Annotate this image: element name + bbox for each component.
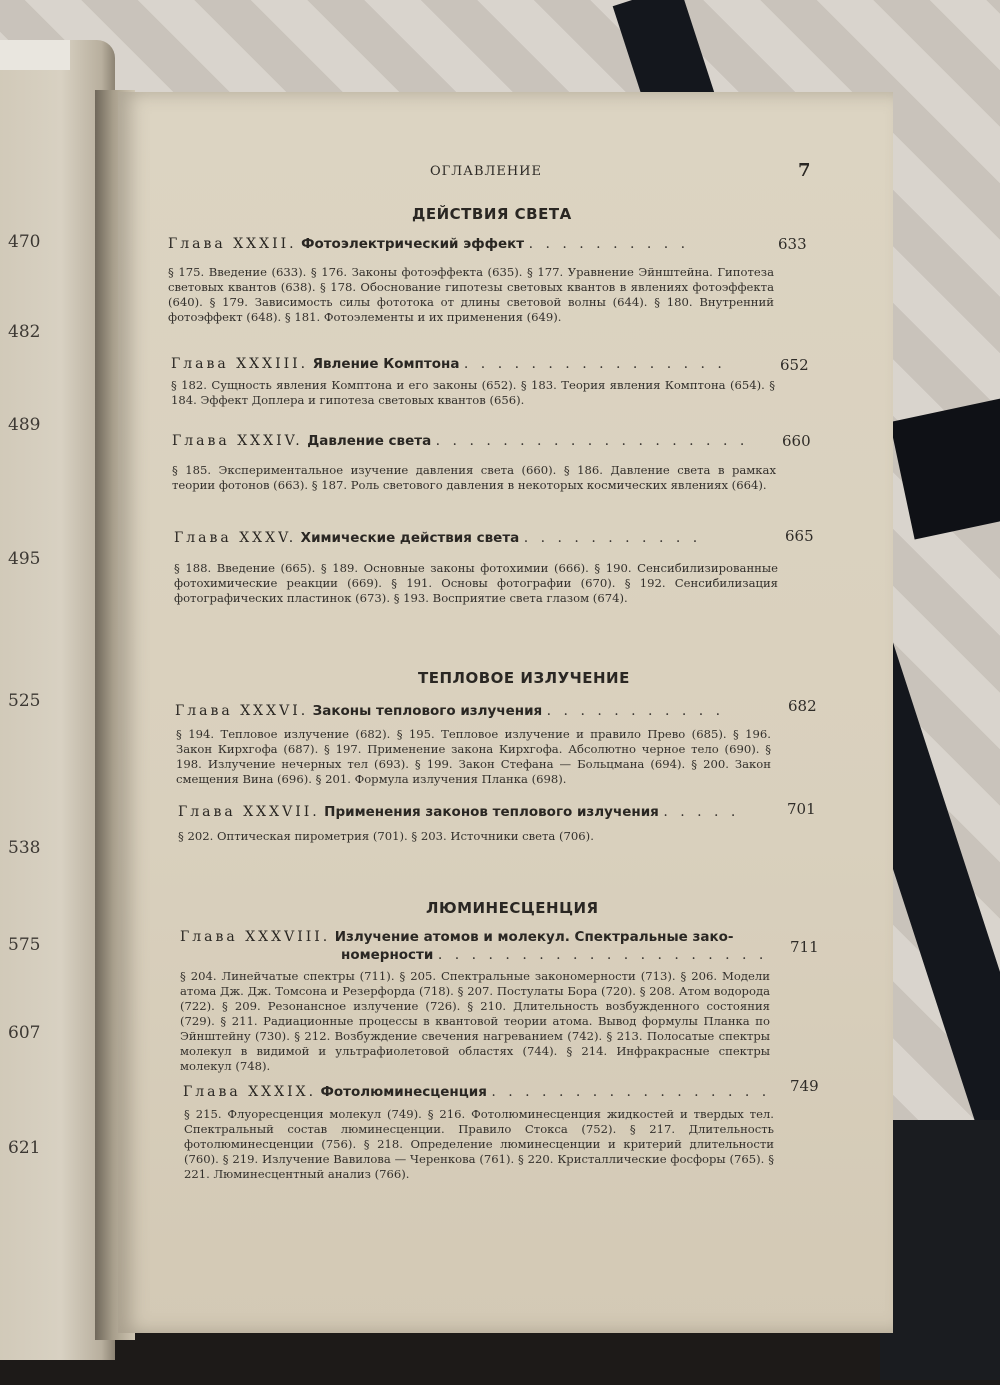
chapter-contents: § 215. Флуоресценция молекул (749). § 216. Фотолюминесценция жидкостей и твердых тел. Спектральный состав люминесценции. Правило Стокса (752). § 217. Длительность фотолюминесценции (756). § 218. Определение люминесценции и критерий длительности (760). § 219. Излучение Вавилова — Черенкова (761). § 220. Кристаллические фосфоры (765). § 221. Люминесцентный анализ (766).: [184, 1107, 774, 1181]
chapter-entry: Глава XXXII. Фотоэлектрический эффект . . . . . . . . . .: [168, 236, 690, 252]
chapter-label: Глава XXXVIII.: [180, 929, 331, 945]
chapter-entry: Глава XXXIX. Фотолюминесценция . . . . . . . . . . . . . . . . .: [183, 1084, 771, 1100]
chapter-contents: § 194. Тепловое излучение (682). § 195. Тепловое излучение и правило Прево (685). § 196. Закон Кирхгофа (687). § 197. Применение закона Кирхгофа. Абсолютно черное тело (690). § 198. Излучение нечерных тел (693). § 199. Закон Стефана — Больцмана (694). § 200. Закон смещения Вина (696). § 201. Формула излучения Планка (698).: [176, 727, 771, 786]
left-page-number: 525: [8, 691, 41, 711]
chapter-title: Явление Комптона: [312, 356, 460, 372]
section-title: ТЕПЛОВОЕ ИЗЛУЧЕНИЕ: [418, 669, 630, 687]
chapter-page: 711: [790, 938, 819, 956]
chapter-contents: § 185. Экспериментальное изучение давления света (660). § 186. Давление света в рамках теории фотонов (663). § 187. Роль светового давления в некоторых космических явлениях (664).: [172, 463, 776, 492]
chapter-contents: § 204. Линейчатые спектры (711). § 205. Спектральные закономерности (713). § 206. Модели атома Дж. Дж. Томсона и Резерфорда (718). § 207. Постулаты Бора (720). § 208. Атом водорода (722). § 209. Резонансное излучение (726). § 210. Длительность возбужденного состояния (729). § 211. Радиационные процессы в квантовой теории атома. Вывод формулы Планка по Эйнштейну (730). § 212. Возбуждение свечения нагреванием (742). § 213. Полосатые спектры молекул в видимой и ультрафиолетовой областях (744). § 214. Инфракрасные спектры молекул (748).: [180, 969, 770, 1073]
chapter-contents: § 175. Введение (633). § 176. Законы фотоэффекта (635). § 177. Уравнение Эйнштейна. Гипотеза световых квантов (638). § 178. Обоснование гипотезы световых квантов в явлениях фотоэффекта (640). § 179. Зависимость силы фототока от длины световой волны (644). § 180. Внутренний фотоэффект (648). § 181. Фотоэлементы и их применения (649).: [168, 265, 774, 324]
chapter-page: 665: [785, 527, 814, 545]
page-edge: [0, 40, 70, 70]
chapter-title: Давление света: [307, 433, 432, 449]
chapter-title: Применения законов теплового излучения: [324, 804, 659, 820]
chapter-entry: Глава XXXIII. Явление Комптона . . . . . . . . . . . . . . . .: [171, 356, 726, 372]
chapter-entry: Глава XXXVI. Законы теплового излучения . . . . . . . . . . .: [175, 703, 725, 719]
chapter-label: Глава XXXIX.: [183, 1084, 317, 1100]
chapter-title: Излучение атомов и молекул. Спектральные зако-: [334, 929, 734, 945]
carpet-stripe: [880, 1120, 1000, 1380]
chapter-label: Глава XXXV.: [174, 530, 297, 546]
chapter-entry: Глава XXXV. Химические действия света . . . . . . . . . . .: [174, 530, 702, 546]
chapter-page: 682: [788, 697, 817, 715]
left-page-number: 482: [8, 322, 41, 342]
chapter-entry: Глава XXXVII. Применения законов теплового излучения . . . . .: [178, 804, 740, 820]
chapter-page: 701: [787, 800, 816, 818]
chapter-title: номерности: [341, 947, 434, 963]
chapter-label: Глава XXXVII.: [178, 804, 320, 820]
left-page-number: 470: [8, 232, 41, 252]
chapter-label: Глава XXXIII.: [171, 356, 309, 372]
chapter-title: Фотоэлектрический эффект: [301, 236, 525, 252]
chapter-entry: [180, 929, 734, 945]
chapter-contents: § 202. Оптическая пирометрия (701). § 203. Источники света (706).: [178, 829, 594, 843]
chapter-label: Глава XXXVI.: [175, 703, 309, 719]
section-title: ЛЮМИНЕСЦЕНЦИЯ: [426, 899, 599, 917]
chapter-entry-continuation: номерности . . . . . . . . . . . . . . . . . . . .: [341, 947, 768, 963]
left-page-number: 575: [8, 935, 41, 955]
page-header-title: ОГЛАВЛЕНИЕ: [430, 164, 543, 179]
chapter-label: Глава XXXIV.: [172, 433, 303, 449]
page-number: 7: [798, 160, 811, 181]
left-page-number: 489: [8, 415, 41, 435]
chapter-contents: § 188. Введение (665). § 189. Основные законы фотохимии (666). § 190. Сенсибилизированные фотохимические реакции (669). § 191. Основы фотографии (670). § 192. Сенсибилизация фотографических пластинок (673). § 193. Восприятие света глазом (674).: [174, 561, 778, 605]
chapter-title: Химические действия света: [300, 530, 520, 546]
left-page-number: 621: [8, 1138, 41, 1158]
chapter-page: 749: [790, 1077, 819, 1095]
chapter-entry: Глава XXXIV. Давление света . . . . . . . . . . . . . . . . . . .: [172, 433, 749, 449]
chapter-page: 652: [780, 356, 809, 374]
left-page-number: 538: [8, 838, 41, 858]
left-page-number: 495: [8, 549, 41, 569]
chapter-page: 633: [778, 235, 807, 253]
chapter-title: Фотолюминесценция: [320, 1084, 487, 1100]
chapter-page: 660: [782, 432, 811, 450]
chapter-label: Глава XXXII.: [168, 236, 297, 252]
chapter-contents: § 182. Сущность явления Комптона и его законы (652). § 183. Теория явления Комптона (654). § 184. Эффект Доплера и гипотеза световых квантов (656).: [171, 378, 775, 407]
chapter-title: Законы теплового излучения: [312, 703, 543, 719]
section-title: ДЕЙСТВИЯ СВЕТА: [412, 205, 572, 223]
left-page-number: 607: [8, 1023, 41, 1043]
